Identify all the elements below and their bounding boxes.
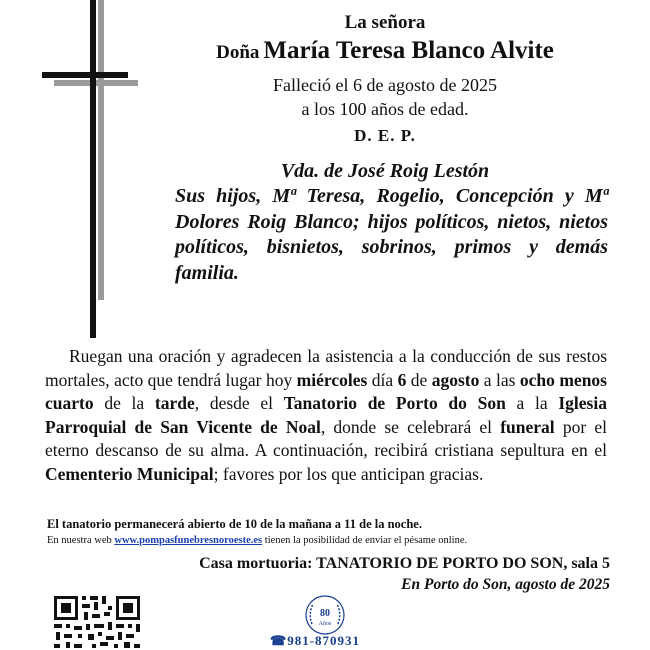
casa-mortuoria: Casa mortuoria: TANATORIO DE PORTO DO SON, sala 5 <box>199 555 610 572</box>
main-text-bold: tarde <box>154 393 195 413</box>
cross-dark-vertical <box>90 0 96 338</box>
badge-label: Años <box>318 621 332 627</box>
main-text-bold: agosto <box>431 369 480 390</box>
badge-years: 80 <box>320 608 330 619</box>
main-text-bold: Cementerio Municipal <box>45 463 214 484</box>
website-link[interactable]: www.pompasfunebresnoroeste.es <box>114 535 263 546</box>
cross-gray-vertical <box>98 0 104 300</box>
family-list: Sus hijos, Mª Teresa, Rogelio, Concepción y Mª Dolores Roig Blanco; hijos políticos, nietos, nietos políticos, bisnietos, sobrinos, primos y demás familia. <box>175 185 608 284</box>
dep-line: D. E. P. <box>354 126 416 145</box>
qr-code-icon[interactable] <box>52 594 142 650</box>
widow-line: Vda. de José Roig Lestón <box>280 160 490 182</box>
honorific: La señora <box>344 12 426 33</box>
deceased-name-line <box>180 35 590 70</box>
deceased-name: María Teresa Blanco Alvite <box>263 37 554 64</box>
header-block <box>180 12 590 146</box>
phone-line <box>270 633 360 649</box>
tanatorio-hours: El tanatorio permanecerá abierto de 10 de la mañana a 11 de la noche. <box>47 517 422 531</box>
main-text-part: por el eterno descanso de su alma. A continuación, recibirá cristiana sepultura en el <box>45 416 607 460</box>
main-text-part: de la <box>93 393 155 413</box>
death-date: Falleció el 6 de agosto de 2025 <box>273 75 497 95</box>
main-text-part: a la <box>505 393 559 413</box>
anniversary-badge-icon <box>303 594 347 638</box>
age-line: a los 100 años de edad. <box>301 99 469 119</box>
phone-icon: ☎ <box>270 633 288 648</box>
place-date: En Porto do Son, agosto de 2025 <box>401 576 610 593</box>
main-text-part: , donde se celebrará el <box>320 416 501 437</box>
main-text-bold: Tanatorio de Porto do Son <box>283 393 506 413</box>
main-text-bold: 6 <box>397 369 407 390</box>
main-text-bold: miércoles <box>296 369 368 390</box>
web-note <box>47 535 612 546</box>
main-text-part: día <box>367 369 398 390</box>
main-text-bold: ocho menos cuarto <box>45 369 607 413</box>
cross-dark-horizontal <box>42 72 128 78</box>
main-text-bold: Iglesia Parroquial de San Vicente de Noal <box>45 393 607 437</box>
cross-icon <box>40 0 140 340</box>
main-text-part: ; favores por los que anticipan gracias. <box>213 463 484 484</box>
main-text-bold: funeral <box>500 416 555 437</box>
main-text-part: de <box>406 369 432 390</box>
web-note-post: tienen la posibilidad de enviar el pésame online. <box>262 535 468 546</box>
web-note-pre: En nuestra web <box>47 535 115 546</box>
main-text-part: , desde el <box>194 393 284 413</box>
main-text <box>45 345 607 486</box>
name-prefix: Doña <box>216 42 260 63</box>
phone-number[interactable]: 981-870931 <box>287 633 361 648</box>
main-text-part: Ruegan una oración y agradecen la asistencia a la conducción de sus restos mortales, acto que tendrá lugar hoy <box>45 346 607 390</box>
main-text-part: a las <box>479 369 520 390</box>
